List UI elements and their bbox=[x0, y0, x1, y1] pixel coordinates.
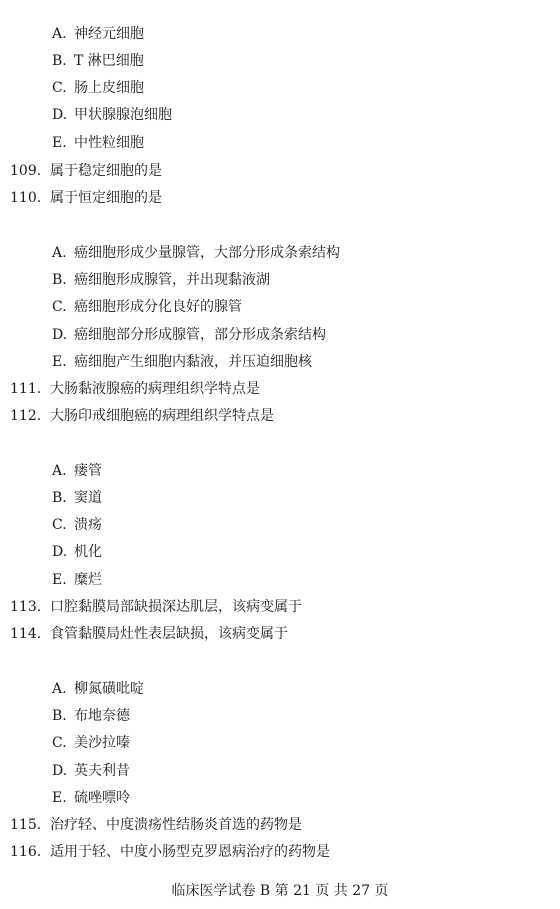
question-text: 口腔黏膜局部缺损深达肌层，该病变属于 bbox=[50, 599, 302, 615]
option-text: 甲状腺腺泡细胞 bbox=[74, 107, 172, 123]
option-text: 美沙拉嗪 bbox=[74, 735, 130, 751]
option-text: 英夫利昔 bbox=[74, 763, 130, 779]
option-letter: C. bbox=[52, 299, 67, 315]
option-letter: A. bbox=[52, 463, 67, 479]
option-letter: A. bbox=[52, 26, 67, 42]
option-letter: D. bbox=[52, 544, 68, 560]
option-text: 机化 bbox=[74, 544, 102, 560]
question-text: 适用于轻、中度小肠型克罗恩病治疗的药物是 bbox=[50, 844, 330, 860]
option-letter: B. bbox=[52, 708, 67, 724]
option-letter: D. bbox=[52, 107, 68, 123]
option-letter: B. bbox=[52, 272, 67, 288]
option-text: 癌细胞形成分化良好的腺管 bbox=[74, 299, 242, 315]
question-text: 治疗轻、中度溃疡性结肠炎首选的药物是 bbox=[50, 817, 302, 833]
page-footer: 临床医学试卷 B 第 21 页 共 27 页 bbox=[171, 883, 389, 899]
option-text: 中性粒细胞 bbox=[74, 135, 144, 151]
option-letter: E. bbox=[52, 572, 67, 588]
option-text: 溃疡 bbox=[74, 517, 102, 533]
option-letter: B. bbox=[52, 53, 67, 69]
option-text: 神经元细胞 bbox=[74, 26, 144, 42]
option-text: 糜烂 bbox=[74, 572, 102, 588]
option-letter: C. bbox=[52, 80, 67, 96]
question-number: 109. bbox=[10, 163, 42, 179]
option-text: 癌细胞部分形成腺管，部分形成条索结构 bbox=[74, 327, 326, 343]
option-text: T 淋巴细胞 bbox=[74, 53, 144, 69]
option-letter: E. bbox=[52, 790, 67, 806]
question-text: 大肠印戒细胞癌的病理组织学特点是 bbox=[50, 408, 274, 424]
option-text: 肠上皮细胞 bbox=[74, 80, 144, 96]
question-text: 大肠黏液腺癌的病理组织学特点是 bbox=[50, 381, 260, 397]
option-text: 癌细胞形成腺管，并出现黏液湖 bbox=[74, 272, 270, 288]
option-letter: E. bbox=[52, 354, 67, 370]
option-text: 柳氮磺吡啶 bbox=[74, 681, 144, 697]
option-letter: E. bbox=[52, 135, 67, 151]
option-text: 窦道 bbox=[74, 490, 102, 506]
question-text: 属于稳定细胞的是 bbox=[50, 163, 162, 179]
option-letter: A. bbox=[52, 245, 67, 261]
question-number: 111. bbox=[10, 381, 42, 397]
option-letter: D. bbox=[52, 327, 68, 343]
option-text: 癌细胞形成少量腺管，大部分形成条索结构 bbox=[74, 245, 340, 261]
question-number: 113. bbox=[10, 599, 42, 615]
question-text: 食管黏膜局灶性表层缺损，该病变属于 bbox=[50, 626, 288, 642]
option-text: 硫唑嘌呤 bbox=[74, 790, 130, 806]
option-letter: A. bbox=[52, 681, 67, 697]
option-letter: C. bbox=[52, 517, 67, 533]
question-number: 116. bbox=[10, 844, 42, 860]
option-letter: D. bbox=[52, 763, 68, 779]
option-text: 瘘管 bbox=[74, 463, 102, 479]
question-number: 110. bbox=[10, 190, 42, 206]
option-letter: B. bbox=[52, 490, 67, 506]
option-letter: C. bbox=[52, 735, 67, 751]
option-text: 布地奈德 bbox=[74, 708, 130, 724]
option-text: 癌细胞产生细胞内黏液，并压迫细胞核 bbox=[74, 354, 312, 370]
question-number: 112. bbox=[10, 408, 42, 424]
question-number: 115. bbox=[10, 817, 42, 833]
question-text: 属于恒定细胞的是 bbox=[50, 190, 162, 206]
question-number: 114. bbox=[10, 626, 42, 642]
